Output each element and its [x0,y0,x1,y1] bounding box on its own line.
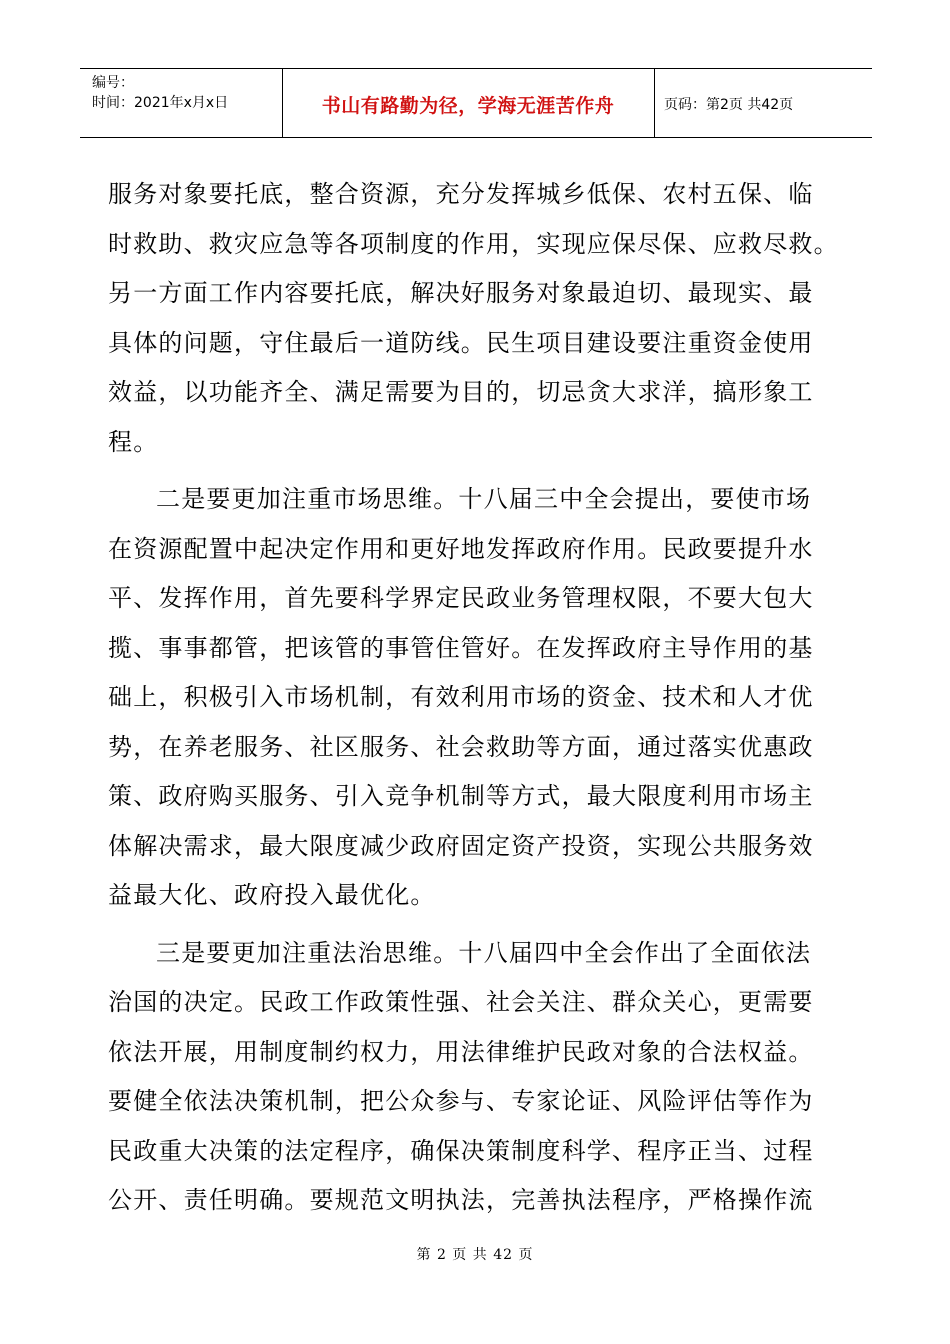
paragraph-1 [108,170,842,467]
text-line: 另一方面工作内容要托底，解决好服务对象最迫切、最现实、最 [108,279,814,307]
page-header [80,68,872,138]
text-line: 要健全依法决策机制，把公众参与、专家论证、风险评估等作为 [108,1087,814,1115]
text-line: 程。 [108,427,159,456]
header-divider [654,69,655,137]
text-line: 公开、责任明确。要规范文明执法，完善执法程序，严格操作流 [108,1186,814,1214]
text-line: 势，在养老服务、社区服务、社会救助等方面，通过落实优惠政 [108,732,814,761]
text-line: 策、政府购买服务、引入竞争机制等方式，最大限度利用市场主 [108,782,814,810]
document-body [108,170,842,1226]
time-label: 时间：2021年x月x日 [92,95,229,111]
text-line: 在资源配置中起决定作用和更好地发挥政府作用。民政要提升水 [108,534,814,563]
header-meta [92,73,228,113]
page-footer: 第 2 页 共 42 页 [416,1247,534,1263]
text-line: 二是要更加注重市场思维。十八届三中全会提出，要使市场 [156,485,812,513]
header-page-code: 页码：第2页 共42页 [664,97,794,113]
text-line: 民政重大决策的法定程序，确保决策制度科学、程序正当、过程 [108,1136,814,1165]
text-line: 揽、事事都管，把该管的事管住管好。在发挥政府主导作用的基 [108,633,814,662]
paragraph-2 [108,475,842,921]
text-line: 平、发挥作用，首先要科学界定民政业务管理权限，不要大包大 [108,584,814,612]
text-line: 三是要更加注重法治思维。十八届四中全会作出了全面依法 [156,938,812,967]
text-line: 治国的决定。民政工作政策性强、社会关注、群众关心，更需要 [108,988,814,1016]
text-line: 时救助、救灾应急等各项制度的作用，实现应保尽保、应救尽救。 [108,229,839,258]
text-line: 础上，积极引入市场机制，有效利用市场的资金、技术和人才优 [108,683,814,711]
text-line: 益最大化、政府投入最优化。 [108,881,436,909]
text-line: 服务对象要托底，整合资源，充分发挥城乡低保、农村五保、临 [108,180,814,208]
paragraph-3 [108,929,842,1226]
number-label: 编号： [92,75,134,91]
header-motto: 书山有路勤为径，学海无涯苦作舟 [321,95,615,117]
text-line: 体解决需求，最大限度减少政府固定资产投资，实现公共服务效 [108,831,814,860]
text-line: 依法开展，用制度制约权力，用法律维护民政对象的合法权益。 [108,1037,814,1066]
text-line: 具体的问题，守住最后一道防线。民生项目建设要注重资金使用 [108,328,814,357]
text-line: 效益，以功能齐全、满足需要为目的，切忌贪大求洋，搞形象工 [108,378,814,406]
